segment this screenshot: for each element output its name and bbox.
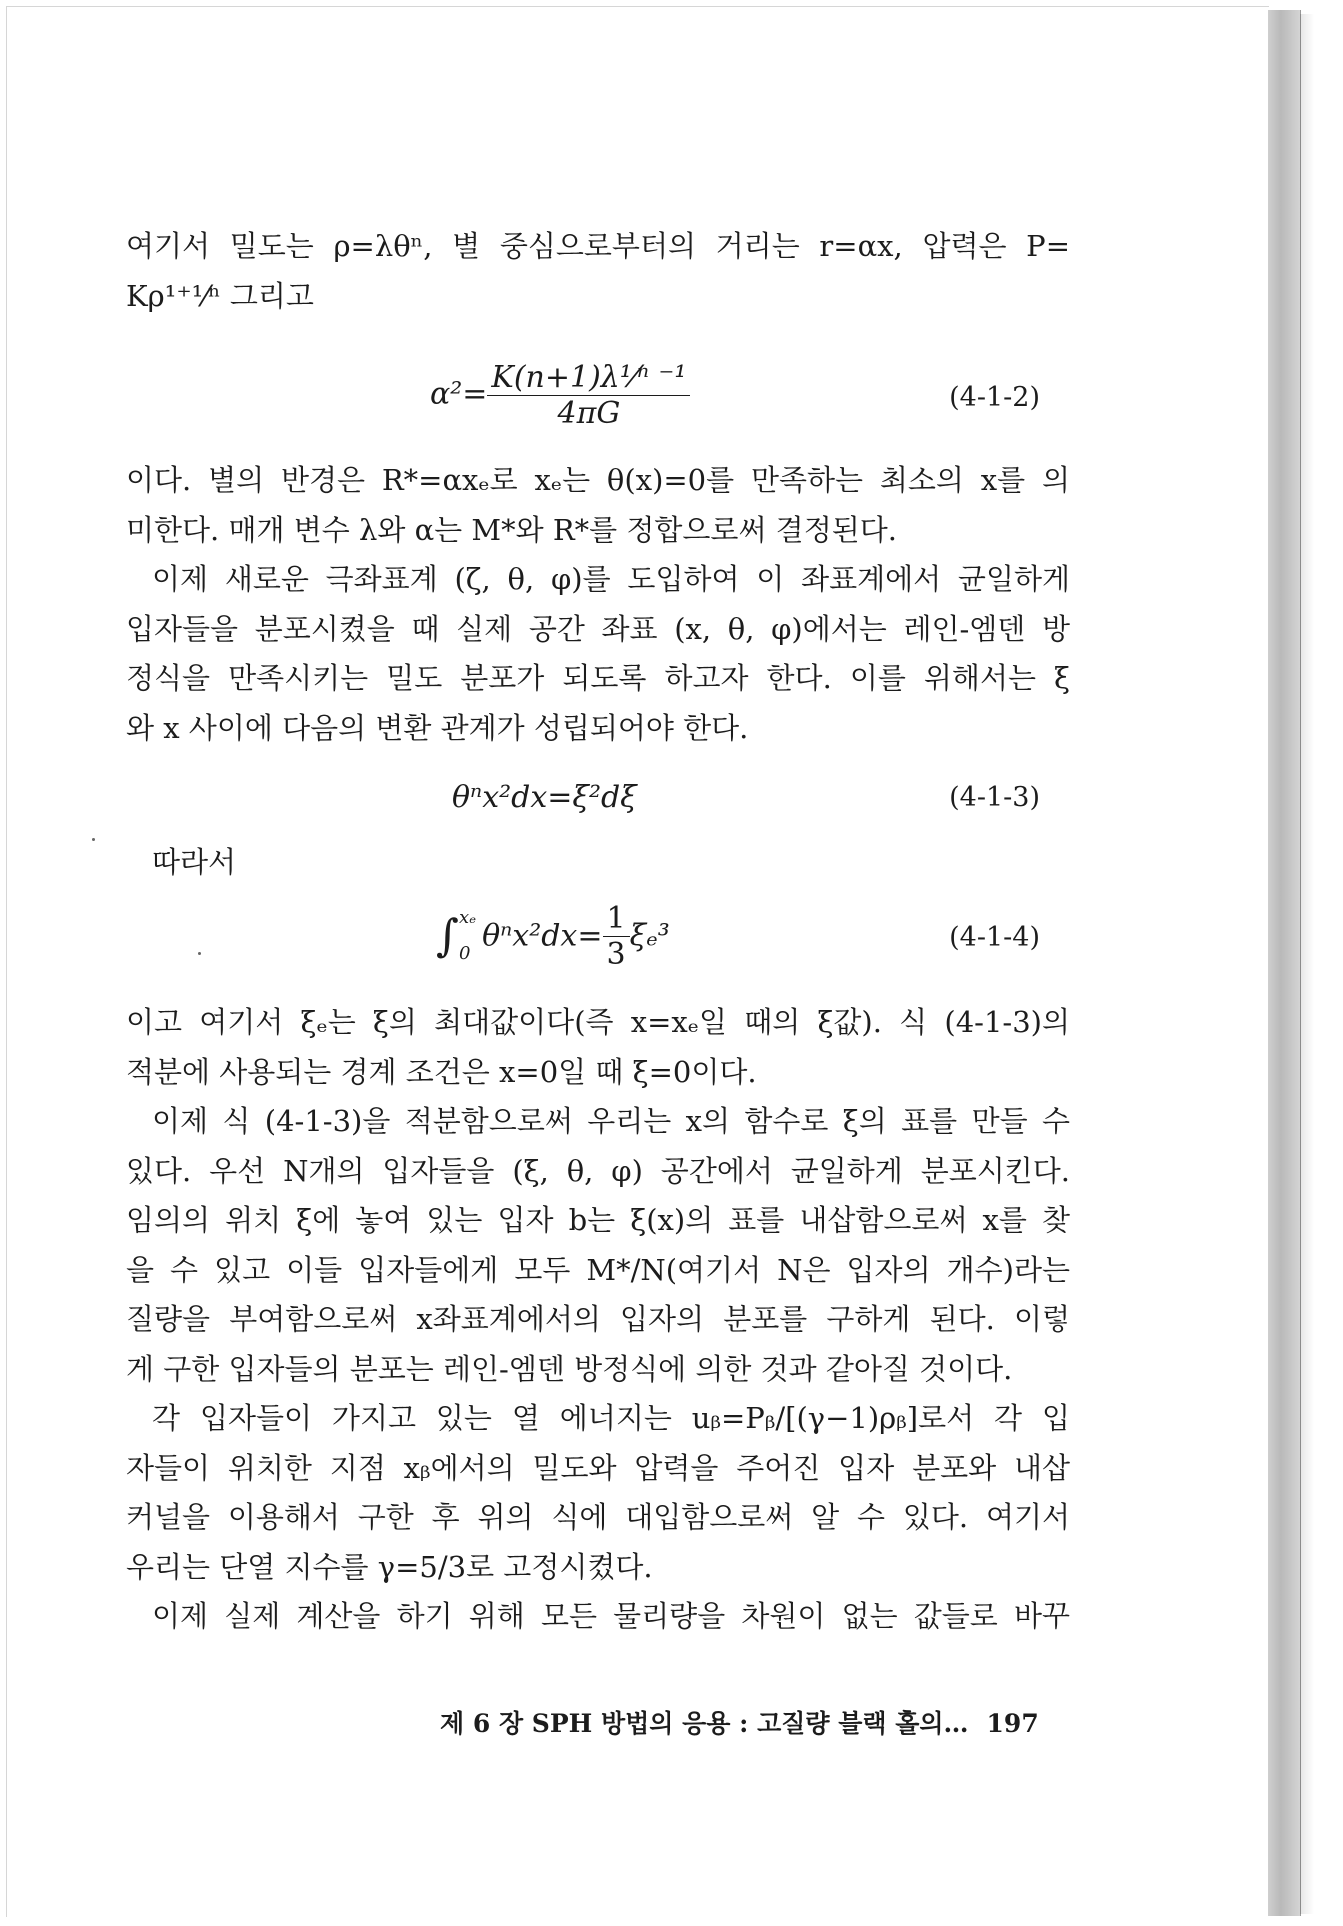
- paragraph-energy: [126, 1394, 1070, 1592]
- page-footer: [440, 1704, 1039, 1740]
- equation-fraction: [603, 901, 630, 972]
- scan-speck: [198, 952, 201, 955]
- text-line: 이제 새로운 극좌표계 (ζ, θ, φ)를 도입하여 이 좌표계에서 균일하게: [152, 562, 1070, 596]
- text-line: 을 수 있고 이들 입자들에게 모두 M*/N(여기서 N은 입자의 개수)라는: [126, 1252, 1070, 1287]
- fraction-numerator: K(n+1)λ¹⁄ⁿ ⁻¹: [487, 360, 690, 396]
- text-line: 우리는 단열 지수를 γ=5/3로 고정시켰다.: [126, 1549, 653, 1584]
- integral-sign: ∫: [436, 910, 459, 962]
- upper-limit: xₑ: [458, 907, 477, 928]
- page-fold-shadow: [1300, 14, 1314, 1914]
- text-line: Kρ¹⁺¹⁄ⁿ 그리고: [126, 278, 314, 313]
- text-line: 자들이 위치한 지점 xᵦ에서의 밀도와 압력을 주어진 입자 분포와 내삽: [126, 1450, 1070, 1485]
- equation-lhs: α²=: [430, 376, 488, 412]
- text-line: 게 구한 입자들의 분포는 레인-엠덴 방정식에 의한 것과 같아질 것이다.: [126, 1351, 1013, 1386]
- equation-formula: [436, 900, 670, 972]
- fraction-numerator: 1: [603, 901, 630, 937]
- text-line: 있다. 우선 N개의 입자들을 (ξ, θ, φ) 공간에서 균일하게 분포시킨다.: [126, 1153, 1070, 1188]
- running-head: 제 6 장 SPH 방법의 응용 : 고질량 블랙 홀의…: [440, 1709, 969, 1738]
- text-line: 커널을 이용해서 구한 후 위의 식에 대입함으로써 알 수 있다. 여기서: [126, 1500, 1070, 1534]
- text-line: 이제 실제 계산을 하기 위해 모든 물리량을 차원이 없는 값들로 바꾸: [152, 1599, 1070, 1633]
- text-line: 질량을 부여함으로써 x좌표계에서의 입자의 분포를 구하게 된다. 이렇: [126, 1302, 1070, 1336]
- fraction-denominator: 3: [606, 936, 626, 972]
- text-line: 입자들을 분포시켰을 때 실제 공간 좌표 (x, θ, φ)에서는 레인-엠덴 방: [126, 611, 1070, 646]
- text-line: 임의의 위치 ξ에 놓여 있는 입자 b는 ξ(x)의 표를 내삽함으로써 x를 찾: [126, 1203, 1070, 1237]
- equation-number: (4-1-4): [949, 922, 1040, 953]
- text-line: 이고 여기서 ξₑ는 ξ의 최대값이다(즉 x=xₑ일 때의 ξ값). 식 (4-1-3)의: [126, 1005, 1070, 1039]
- text-line: 와 x 사이에 다음의 변환 관계가 성립되어야 한다.: [126, 710, 749, 745]
- equation-4-1-3: [126, 772, 1070, 832]
- paragraph-coordinates: [126, 555, 1070, 753]
- paragraph-radius: [126, 456, 1070, 555]
- paragraph-integration: [126, 1097, 1070, 1394]
- paragraph-max-value: [126, 998, 1070, 1097]
- equation-formula: [430, 360, 690, 431]
- intro-paragraph: [126, 222, 1070, 321]
- scan-speck: [92, 838, 95, 841]
- text-line: 정식을 만족시키는 밀도 분포가 되도록 하고자 한다. 이를 위해서는 ξ: [126, 661, 1070, 695]
- equation-formula: θⁿx²dx=ξ²dξ: [452, 780, 637, 815]
- text-line: 이다. 별의 반경은 R*=αxₑ로 xₑ는 θ(x)=0를 만족하는 최소의 x를 의: [126, 463, 1070, 497]
- text-line: 각 입자들이 가지고 있는 열 에너지는 uᵦ=Pᵦ/[(γ−1)ρᵦ]로서 각 입: [152, 1401, 1070, 1435]
- integral-limits: [459, 900, 476, 972]
- equation-4-1-2: [126, 360, 1070, 436]
- paragraph-final: [126, 1592, 1070, 1642]
- equation-number: (4-1-2): [949, 382, 1040, 413]
- therefore-text: 따라서: [152, 845, 237, 879]
- text-line: 적분에 사용되는 경계 조건은 x=0일 때 ξ=0이다.: [126, 1054, 757, 1089]
- equation-fraction: [487, 360, 690, 431]
- page-fold-edge: [1268, 10, 1301, 1916]
- page-number: 197: [986, 1709, 1039, 1738]
- text-line: 여기서 밀도는 ρ=λθⁿ, 별 중심으로부터의 거리는 r=αx, 압력은 P=: [126, 229, 1070, 263]
- therefore-line: [126, 838, 1070, 888]
- integrand: θⁿx²dx=: [482, 918, 603, 954]
- integral-result: ξₑ³: [629, 918, 670, 954]
- fraction-denominator: 4πG: [557, 396, 621, 431]
- text-line: 미한다. 매개 변수 λ와 α는 M*와 R*를 정합으로써 결정된다.: [126, 512, 897, 547]
- text-line: 이제 식 (4-1-3)을 적분함으로써 우리는 x의 함수로 ξ의 표를 만들 수: [152, 1104, 1070, 1138]
- lower-limit: 0: [458, 943, 471, 964]
- equation-number: (4-1-3): [949, 782, 1040, 813]
- equation-4-1-4: [126, 900, 1070, 980]
